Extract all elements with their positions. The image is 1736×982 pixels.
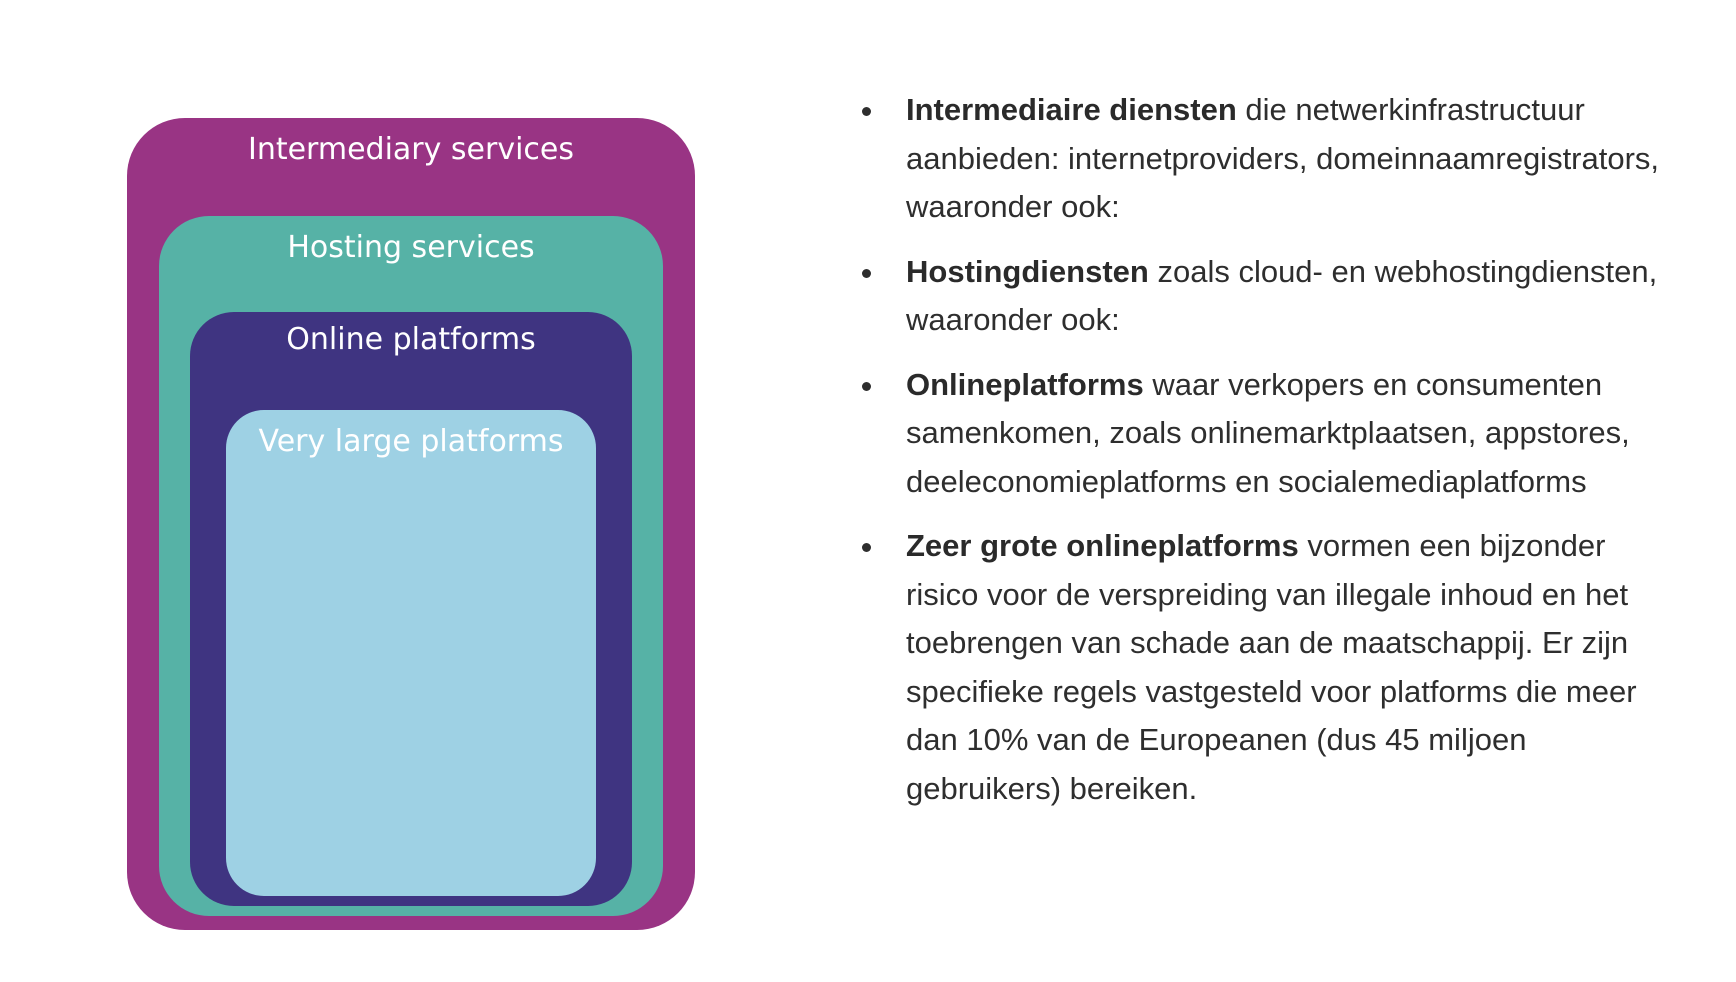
intermediary-services-label: Intermediary services	[247, 132, 575, 167]
online-platforms-label: Online platforms	[286, 322, 536, 357]
intermediary-services-box	[127, 118, 695, 930]
bullet-item-intermediaire	[862, 86, 1682, 232]
bullet-list	[862, 86, 1682, 829]
bullet-text: zoals cloud- en webhostingdiensten, waaronder ook:	[906, 253, 1658, 337]
bullet-text: waar verkopers en consumenten samenkomen, zoals onlinemarktplaatsen, appstores, deeleconomieplatforms en socialemediaplatforms	[906, 366, 1630, 499]
hosting-services-box	[159, 216, 663, 916]
bullet-dot	[862, 543, 871, 552]
bullet-item-hosting	[862, 248, 1682, 345]
very-large-platforms-box	[226, 410, 596, 896]
bullet-item-onlineplatforms	[862, 361, 1682, 507]
bullet-text: vormen een bijzonder risico voor de verspreiding van illegale inhoud en het toebrengen van schade aan de maatschappij. Er zijn specifieke regels vastgesteld voor platforms die meer dan 10% van de Europeanen (dus 45 miljoen gebruikers) bereiken.	[906, 528, 1637, 806]
bullet-dot	[862, 382, 871, 391]
bullet-title: Onlineplatforms	[906, 366, 1144, 402]
bullet-dot	[862, 269, 871, 278]
bullet-item-zeer-grote	[862, 522, 1682, 813]
bullet-title: Hostingdiensten	[906, 253, 1149, 289]
very-large-platforms-label: Very large platforms	[258, 424, 564, 459]
bullet-title: Intermediaire diensten	[906, 92, 1237, 127]
hosting-services-label: Hosting services	[287, 230, 535, 265]
bullet-dot	[862, 107, 871, 116]
bullet-text: die netwerkinfrastructuur aanbieden: internetproviders, domeinnaamregistrators, waaronder ook:	[906, 92, 1660, 224]
online-platforms-box	[190, 312, 632, 906]
bullet-title: Zeer grote onlineplatforms	[906, 528, 1299, 563]
